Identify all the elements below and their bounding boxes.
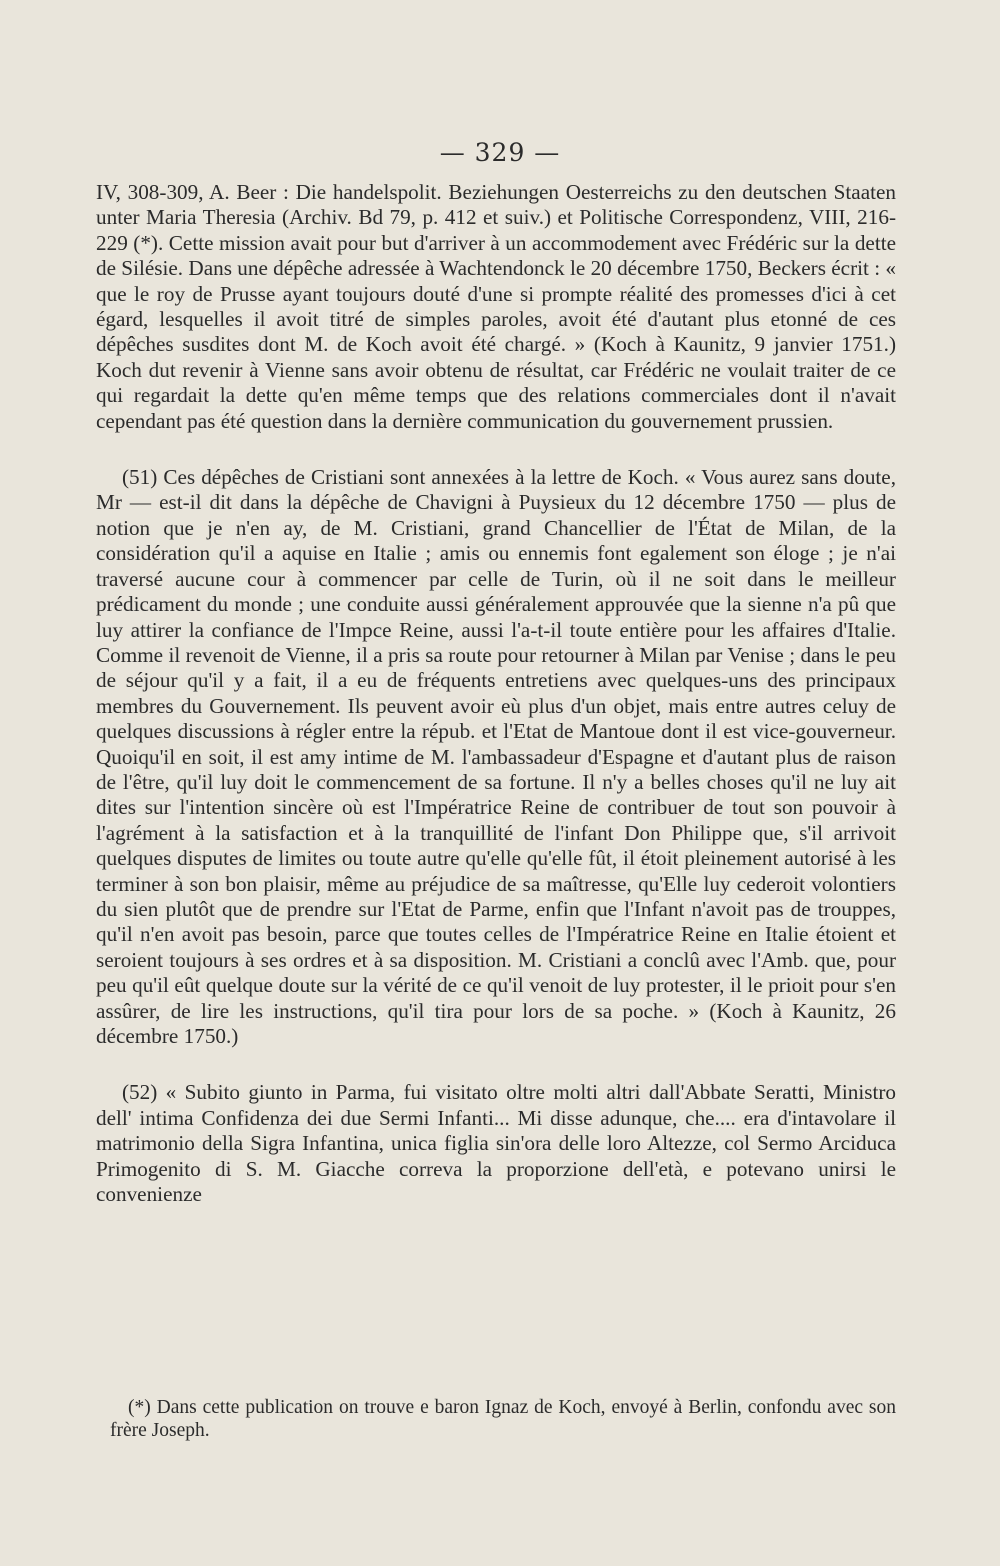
footnote: (*) Dans cette publication on trouve e baron Ignaz de Koch, envoyé à Berlin, confondu avec son frère Joseph.	[110, 1397, 896, 1441]
page-number: — 329 —	[439, 138, 561, 167]
main-text	[96, 180, 896, 1207]
paragraph-intro: IV, 308-309, A. Beer : Die handelspolit. Beziehungen Oesterreichs zu den deutschen Staaten unter Maria Theresia (Archiv. Bd 79, p. 412 et suiv.) et Politische Correspondenz, VIII, 216-229 (*). Cette mission avait pour but d'arriver à un accommodement avec Frédéric sur la dette de Silésie. Dans une dépêche adressée à Wachtendonck le 20 décembre 1750, Beckers écrit : « que le roy de Prusse ayant toujours douté d'une si prompte réalité des promesses d'ici à cet égard, lesquelles il avoit titré de simples paroles, avoit été d'autant plus etonné de ces dépêches susdites dont M. de Koch avoit été chargé. » (Koch à Kaunitz, 9 janvier 1751.) Koch dut revenir à Vienne sans avoir obtenu de résultat, car Frédéric ne voulait traiter de ce qui regardait la dette qu'en même temps que des relations commerciales dont il n'avait cependant pas été question dans la dernière communication du gouvernement prussien.	[96, 180, 896, 433]
note-52: (52) « Subito giunto in Parma, fui visitato oltre molti altri dall'Abbate Seratti, Ministro dell' intima Confidenza dei due Sermi Infanti... Mi disse adunque, che.... era d'intavolare il matrimonio della Sigra Infantina, unica figlia sin'ora delle loro Altezze, col Sermo Arciduca Primogenito di S. M. Giacche correva la proporzione dell'età, e potevano unirsi le convenienze	[96, 1080, 896, 1207]
note-51: (51) Ces dépêches de Cristiani sont annexées à la lettre de Koch. « Vous aurez sans doute, Mr — est-il dit dans la dépêche de Chavigni à Puysieux du 12 décembre 1750 — plus de notion que je n'en ay, de M. Cristiani, grand Chancellier de l'État de Milan, de la considération qu'il a aquise en Italie ; amis ou ennemis font egalement son éloge ; je n'ai traversé aucune cour à commencer par celle de Turin, où il ne soit dans le meilleur prédicament du monde ; une conduite aussi généralement approuvée que la sienne n'a pû que luy attirer la confiance de l'Impce Reine, aussi l'a-t-il toute entière pour les affaires d'Italie. Comme il revenoit de Vienne, il a pris sa route pour retourner à Milan par Venise ; dans le peu de séjour qu'il y a fait, il a eu de fréquents entretiens avec quelques-uns des principaux membres du Gouvernement. Ils peuvent avoir eù plus d'un objet, mais entre autres celuy de quelques discussions à régler entre la répub. et l'Etat de Mantoue dont il est vice-gouverneur. Quoiqu'il en soit, il est amy intime de M. l'ambassadeur d'Espagne et d'autant plus de raison de l'être, qu'il luy doit le commencement de sa fortune. Il n'y a belles choses qu'il ne luy ait dites sur l'intention sincère où est l'Impératrice Reine de contribuer de tout son pouvoir à l'agrément à la satisfaction et à la tranquillité de l'infant Don Philippe que, s'il arrivoit quelques disputes de limites ou toute autre qu'elle qu'elle fût, il étoit pleinement autorisé à les terminer à son bon plaisir, même au préjudice de sa maîtresse, qu'Elle luy cederoit volontiers du sien plutôt que de prendre sur l'Etat de Parme, enfin que l'Infant n'avoit pas de trouppes, qu'il n'en avoit pas besoin, parce que toutes celles de l'Impératrice Reine en Italie étoient et seroient toujours à ses ordres et à sa disposition. M. Cristiani a conclû avec l'Amb. que, pour peu qu'il eût quelque doute sur la vérité de ce qu'il venoit de luy protester, il le prioit pour s'en assûrer, de lire les instructions, qu'il tira pour lors de sa poche. » (Koch à Kaunitz, 26 décembre 1750.)	[96, 465, 896, 1048]
